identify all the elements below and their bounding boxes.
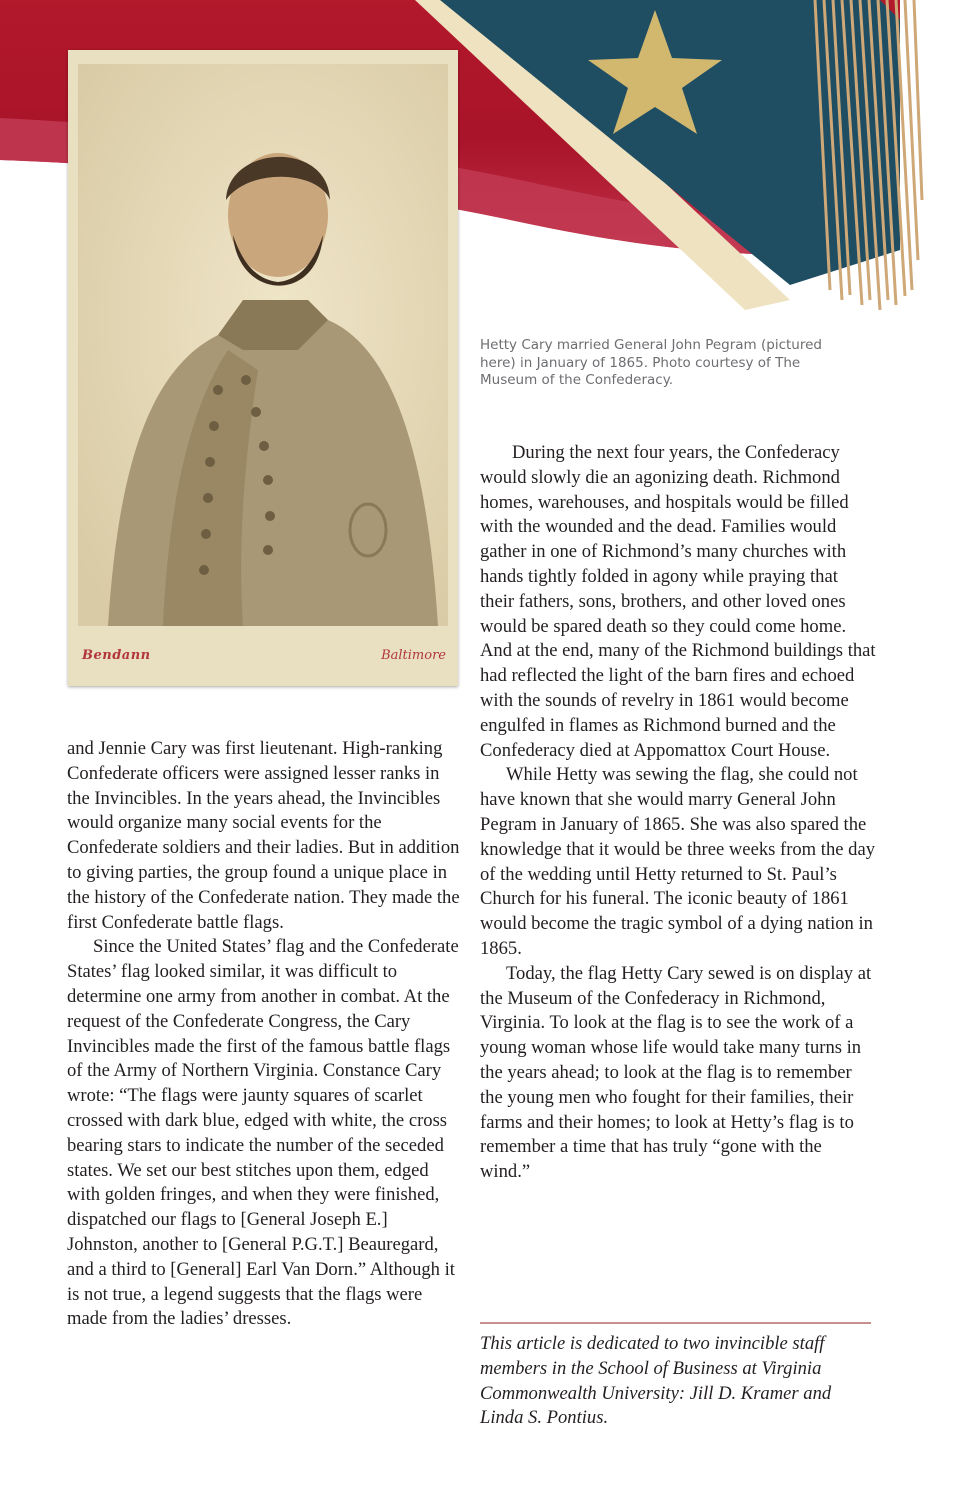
studio-mark-right: Baltimore — [381, 648, 446, 663]
right-paragraph-3: Today, the flag Hetty Cary sewed is on display at the Museum of the Confederacy in Richmond, Virginia. To look at the flag is to see the work of a young woman whose life would take many turns in the years ahead; to look at the flag is to remember the young men who fought for their families, their farms and their homes; to look at Hetty’s flag is to remember a time that has truly “gone with the wind.” — [480, 962, 872, 1183]
right-column — [480, 441, 876, 1185]
left-column — [67, 737, 462, 1332]
right-paragraph-2: While Hetty was sewing the flag, she could not have known that she would marry General John Pegram in January of 1865. She was also spared the knowledge that it would be three weeks from the day of the wedding until Hetty returned to St. Paul’s Church for his funeral. The iconic beauty of 1861 would become the tragic symbol of a dying nation in 1865. — [480, 764, 875, 959]
right-paragraph-1: During the next four years, the Confederacy would slowly die an agonizing death. Richmond homes, warehouses, and hospitals would be filled with the wounded and the dead. Families would gather in one of Richmond’s many churches with hands tightly folded in agony while praying that their fathers, sons, brothers, and other loved ones would be spared death so they could come home. And at the end, many of the Richmond buildings that had reflected the light of the barn fires and echoed with the sounds of revelry in 1861 would become engulfed in flames as Richmond burned and the Confederacy died at Appomattox Court House. — [480, 442, 876, 761]
portrait-photo-card — [68, 50, 458, 686]
photo-caption: Hetty Cary married General John Pegram (pictured here) in January of 1865. Photo courtesy of The Museum of the Confederacy. — [480, 337, 822, 388]
studio-mark-left: Bendann — [82, 648, 151, 663]
dedication-note: This article is dedicated to two invincible staff members in the School of Business at Virginia Commonwealth University: Jill D. Kramer and Linda S. Pontius. — [480, 1333, 832, 1429]
left-paragraph-2: Since the United States’ flag and the Confederate States’ flag looked similar, it was difficult to determine one army from another in combat. At the request of the Confederate Congress, the Cary Invincibles made the first of the famous battle flags of the Army of Northern Virginia. Constance Cary wrote: “The flags were jaunty squares of scarlet crossed with dark blue, edged with white, the cross bearing stars to indicate the number of the seceded states. We set our best stitches upon them, edged with golden fringes, and when they were finished, dispatched our flags to [General Joseph E.] Johnston, another to [General P.G.T.] Beauregard, and a third to [General] Earl Van Dorn.” Although it is not true, a legend suggests that the flags were made from the ladies’ dresses. — [67, 936, 459, 1330]
divider-rule — [480, 1322, 871, 1324]
portrait-photo — [68, 50, 458, 686]
left-paragraph-1: and Jennie Cary was first lieutenant. High-ranking Confederate officers were assigned lesser ranks in the Invincibles. In the years ahead, the Invincibles would organize many social events for the Confederate soldiers and their ladies. But in addition to giving parties, the group found a unique place in the history of the Confederate nation. They made the first Confederate battle flags. — [67, 738, 460, 933]
